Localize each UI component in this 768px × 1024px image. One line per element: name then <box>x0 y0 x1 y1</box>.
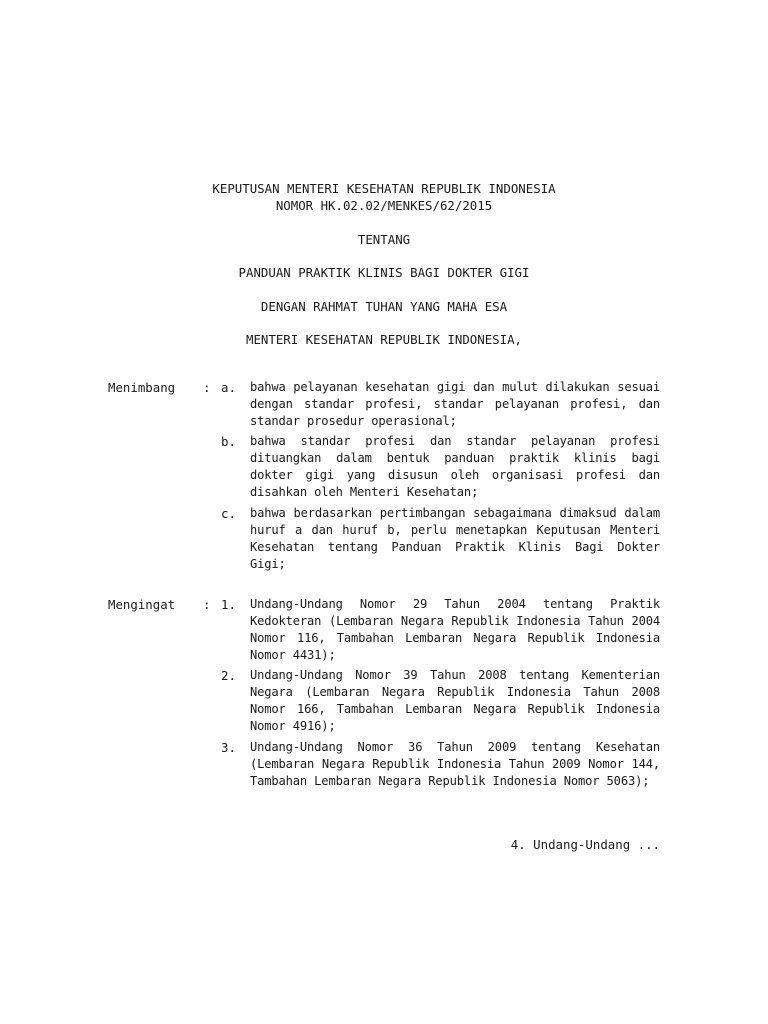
consideration-text: bahwa standar profesi dan standar pelayanan profesi dituangkan dalam bentuk panduan praktik klinis bagi dokter gigi yang disusun oleh organisasi profesi dan disahkan oleh Menteri Kesehatan; <box>250 434 660 499</box>
list-marker: a. <box>221 380 236 395</box>
legal-basis-text: Undang-Undang Nomor 29 Tahun 2004 tentang Praktik Kedokteran (Lembaran Negara Republik Indonesia Tahun 2004 Nomor 116, Tambahan Lembaran Negara Republik Indonesia Nomor 4431); <box>250 597 660 662</box>
blessing-line: DENGAN RAHMAT TUHAN YANG MAHA ESA <box>260 299 508 314</box>
list-marker: 3. <box>221 740 236 755</box>
decree-title: KEPUTUSAN MENTERI KESEHATAN REPUBLIK INDONESIA <box>212 181 556 196</box>
decree-number: NOMOR HK.02.02/MENKES/62/2015 <box>275 198 493 213</box>
list-marker: b. <box>221 434 236 449</box>
menimbang-colon: : <box>203 380 211 395</box>
menimbang-label: Menimbang <box>108 380 176 395</box>
mengingat-colon: : <box>203 597 211 612</box>
legal-basis-text: Undang-Undang Nomor 36 Tahun 2009 tentang Kesehatan (Lembaran Negara Republik Indonesia Tahun 2009 Nomor 144, Tambahan Lembaran Negara Republik Indonesia Nomor 5063); <box>250 740 660 788</box>
decree-subject: PANDUAN PRAKTIK KLINIS BAGI DOKTER GIGI <box>238 265 530 280</box>
tentang-heading: TENTANG <box>357 232 411 247</box>
consideration-text: bahwa pelayanan kesehatan gigi dan mulut dilakukan sesuai dengan standar profesi, standar pelayanan profesi, dan standar prosedur operasional; <box>250 380 660 428</box>
page-continuation: 4. Undang-Undang ... <box>510 837 660 852</box>
legal-basis-text: Undang-Undang Nomor 39 Tahun 2008 tentang Kementerian Negara (Lembaran Negara Republik Indonesia Tahun 2008 Nomor 166, Tambahan Lembaran Negara Republik Indonesia Nomor 4916); <box>250 668 660 733</box>
list-marker: 2. <box>221 668 236 683</box>
list-marker: c. <box>221 506 236 521</box>
mengingat-label: Mengingat <box>108 597 176 612</box>
list-marker: 1. <box>221 597 236 612</box>
authority-line: MENTERI KESEHATAN REPUBLIK INDONESIA, <box>245 332 522 347</box>
consideration-text: bahwa berdasarkan pertimbangan sebagaimana dimaksud dalam huruf a dan huruf b, perlu menetapkan Keputusan Menteri Kesehatan tentang Panduan Praktik Klinis Bagi Dokter Gigi; <box>250 506 660 571</box>
